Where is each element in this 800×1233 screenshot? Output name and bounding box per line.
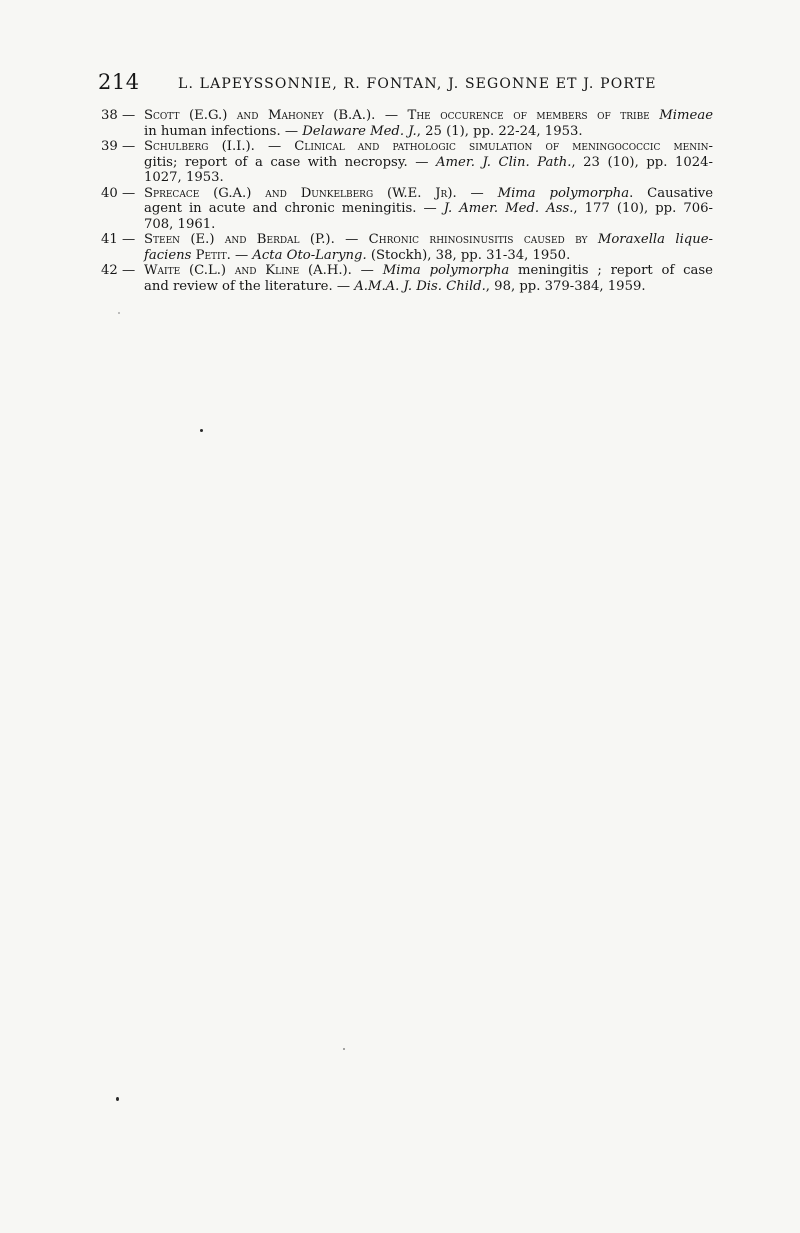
reference-line: Steen (E.) and Berdal (P.). — Chronic rhinosinusitis caused by Moraxella lique- — [144, 232, 713, 247]
reference-text — [144, 139, 713, 186]
reference-line: Schulberg (I.I.). — Clinical and pathologic simulation of meningococcic menin- — [144, 139, 713, 154]
scan-speck — [343, 1048, 345, 1050]
reference-list — [101, 108, 713, 294]
reference-number: 42 — — [101, 263, 136, 278]
reference-item — [101, 139, 713, 186]
reference-line: 708, 1961. — [144, 216, 216, 232]
reference-line: Waite (C.L.) and Kline (A.H.). — Mima polymorpha meningitis ; report of case — [144, 263, 713, 278]
reference-item — [101, 108, 713, 139]
page-header — [98, 70, 710, 98]
running-head: L. LAPEYSSONNIE, R. FONTAN, J. SEGONNE ET J. PORTE — [178, 76, 657, 92]
reference-number: 40 — — [101, 185, 136, 201]
reference-line: Scott (E.G.) and Mahoney (B.A.). — The occurence of members of tribe Mimeae — [144, 108, 713, 123]
reference-text — [144, 232, 713, 263]
reference-text — [144, 186, 713, 233]
reference-number: 39 — — [101, 139, 136, 154]
reference-number: 38 — — [101, 108, 136, 123]
scan-speck — [116, 1097, 119, 1101]
reference-line: and review of the literature. — A.M.A. J. Dis. Child., 98, pp. 379-384, 1959. — [144, 278, 646, 294]
reference-text — [144, 108, 713, 139]
scan-speck — [118, 312, 120, 314]
reference-line: Sprecace (G.A.) and Dunkelberg (W.E. Jr). — Mima polymorpha. Causative — [144, 185, 714, 201]
scan-speck — [200, 429, 203, 432]
reference-item — [101, 186, 713, 233]
page-number: 214 — [98, 70, 140, 94]
reference-line: agent in acute and chronic meningitis. — J. Amer. Med. Ass., 177 (10), pp. 706- — [144, 201, 713, 216]
reference-line: faciens Petit. — Acta Oto-Laryng. (Stockh), 38, pp. 31-34, 1950. — [144, 247, 571, 263]
reference-item — [101, 232, 713, 263]
reference-line: gitis; report of a case with necropsy. — Amer. J. Clin. Path., 23 (10), pp. 1024- — [144, 154, 713, 170]
reference-line: 1027, 1953. — [144, 170, 224, 185]
reference-line: in human infections. — Delaware Med. J., 25 (1), pp. 22-24, 1953. — [144, 123, 583, 139]
reference-item — [101, 263, 713, 294]
reference-number: 41 — — [101, 232, 136, 247]
reference-text — [144, 263, 713, 294]
